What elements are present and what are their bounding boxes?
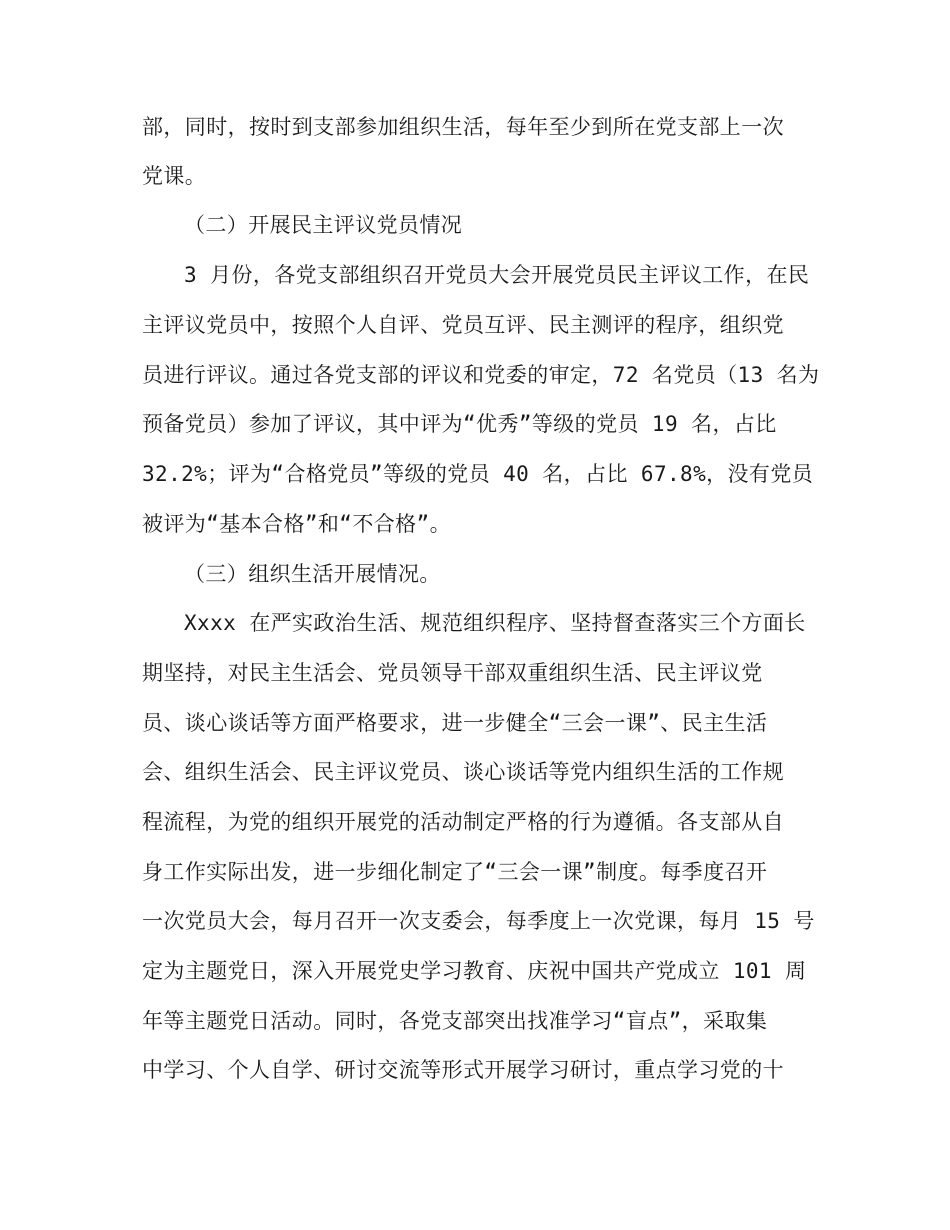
text-line: 员、谈心谈话等方面严格要求，进一步健全“三会一课”、民主生活 [142,711,768,735]
text-line: 部，同时，按时到支部参加组织生活，每年至少到所在党支部上一次 [142,115,784,139]
section-heading: （三）组织生活开展情况。 [184,562,441,586]
text-line: 预备党员）参加了评议，其中评为“优秀”等级的党员 19 名，占比 [142,412,777,436]
text-line: 被评为“基本合格”和“不合格”。 [142,512,451,536]
text-line: 年等主题党日活动。同时，各党支部突出找准学习“盲点”，采取集 [142,1009,768,1033]
text-line: 会、组织生活会、民主评议党员、谈心谈话等党内组织生活的工作规 [142,760,784,784]
text-line: 身工作实际出发，进一步细化制定了“三会一课”制度。每季度召开 [142,860,768,884]
text-line: 程流程，为党的组织开展党的活动制定严格的行为遵循。各支部从自 [142,810,784,834]
text-line: 期坚持，对民主生活会、党员领导干部双重组织生活、民主评议党 [142,661,763,685]
text-line: Xxxx 在严实政治生活、规范组织程序、坚持督查落实三个方面长 [184,611,806,635]
text-line: 员进行评议。通过各党支部的评议和党委的审定，72 名党员（13 名为 [142,363,820,387]
section-heading: （二）开展民主评议党员情况 [184,213,463,237]
text-line: 中学习、个人自学、研讨交流等形式开展学习研讨，重点学习党的十 [142,1058,784,1082]
text-line: 党课。 [142,164,207,188]
text-line: 3 月份，各党支部组织召开党员大会开展党员民主评议工作，在民 [184,263,810,287]
text-line: 32.2%；评为“合格党员”等级的党员 40 名，占比 67.8%，没有党员 [142,462,814,486]
text-line: 主评议党员中，按照个人自评、党员互评、民主测评的程序，组织党 [142,313,784,337]
text-line: 定为主题党日，深入开展党史学习教育、庆祝中国共产党成立 101 周 [142,959,807,983]
text-line: 一次党员大会，每月召开一次支委会，每季度上一次党课，每月 15 号 [142,909,815,933]
